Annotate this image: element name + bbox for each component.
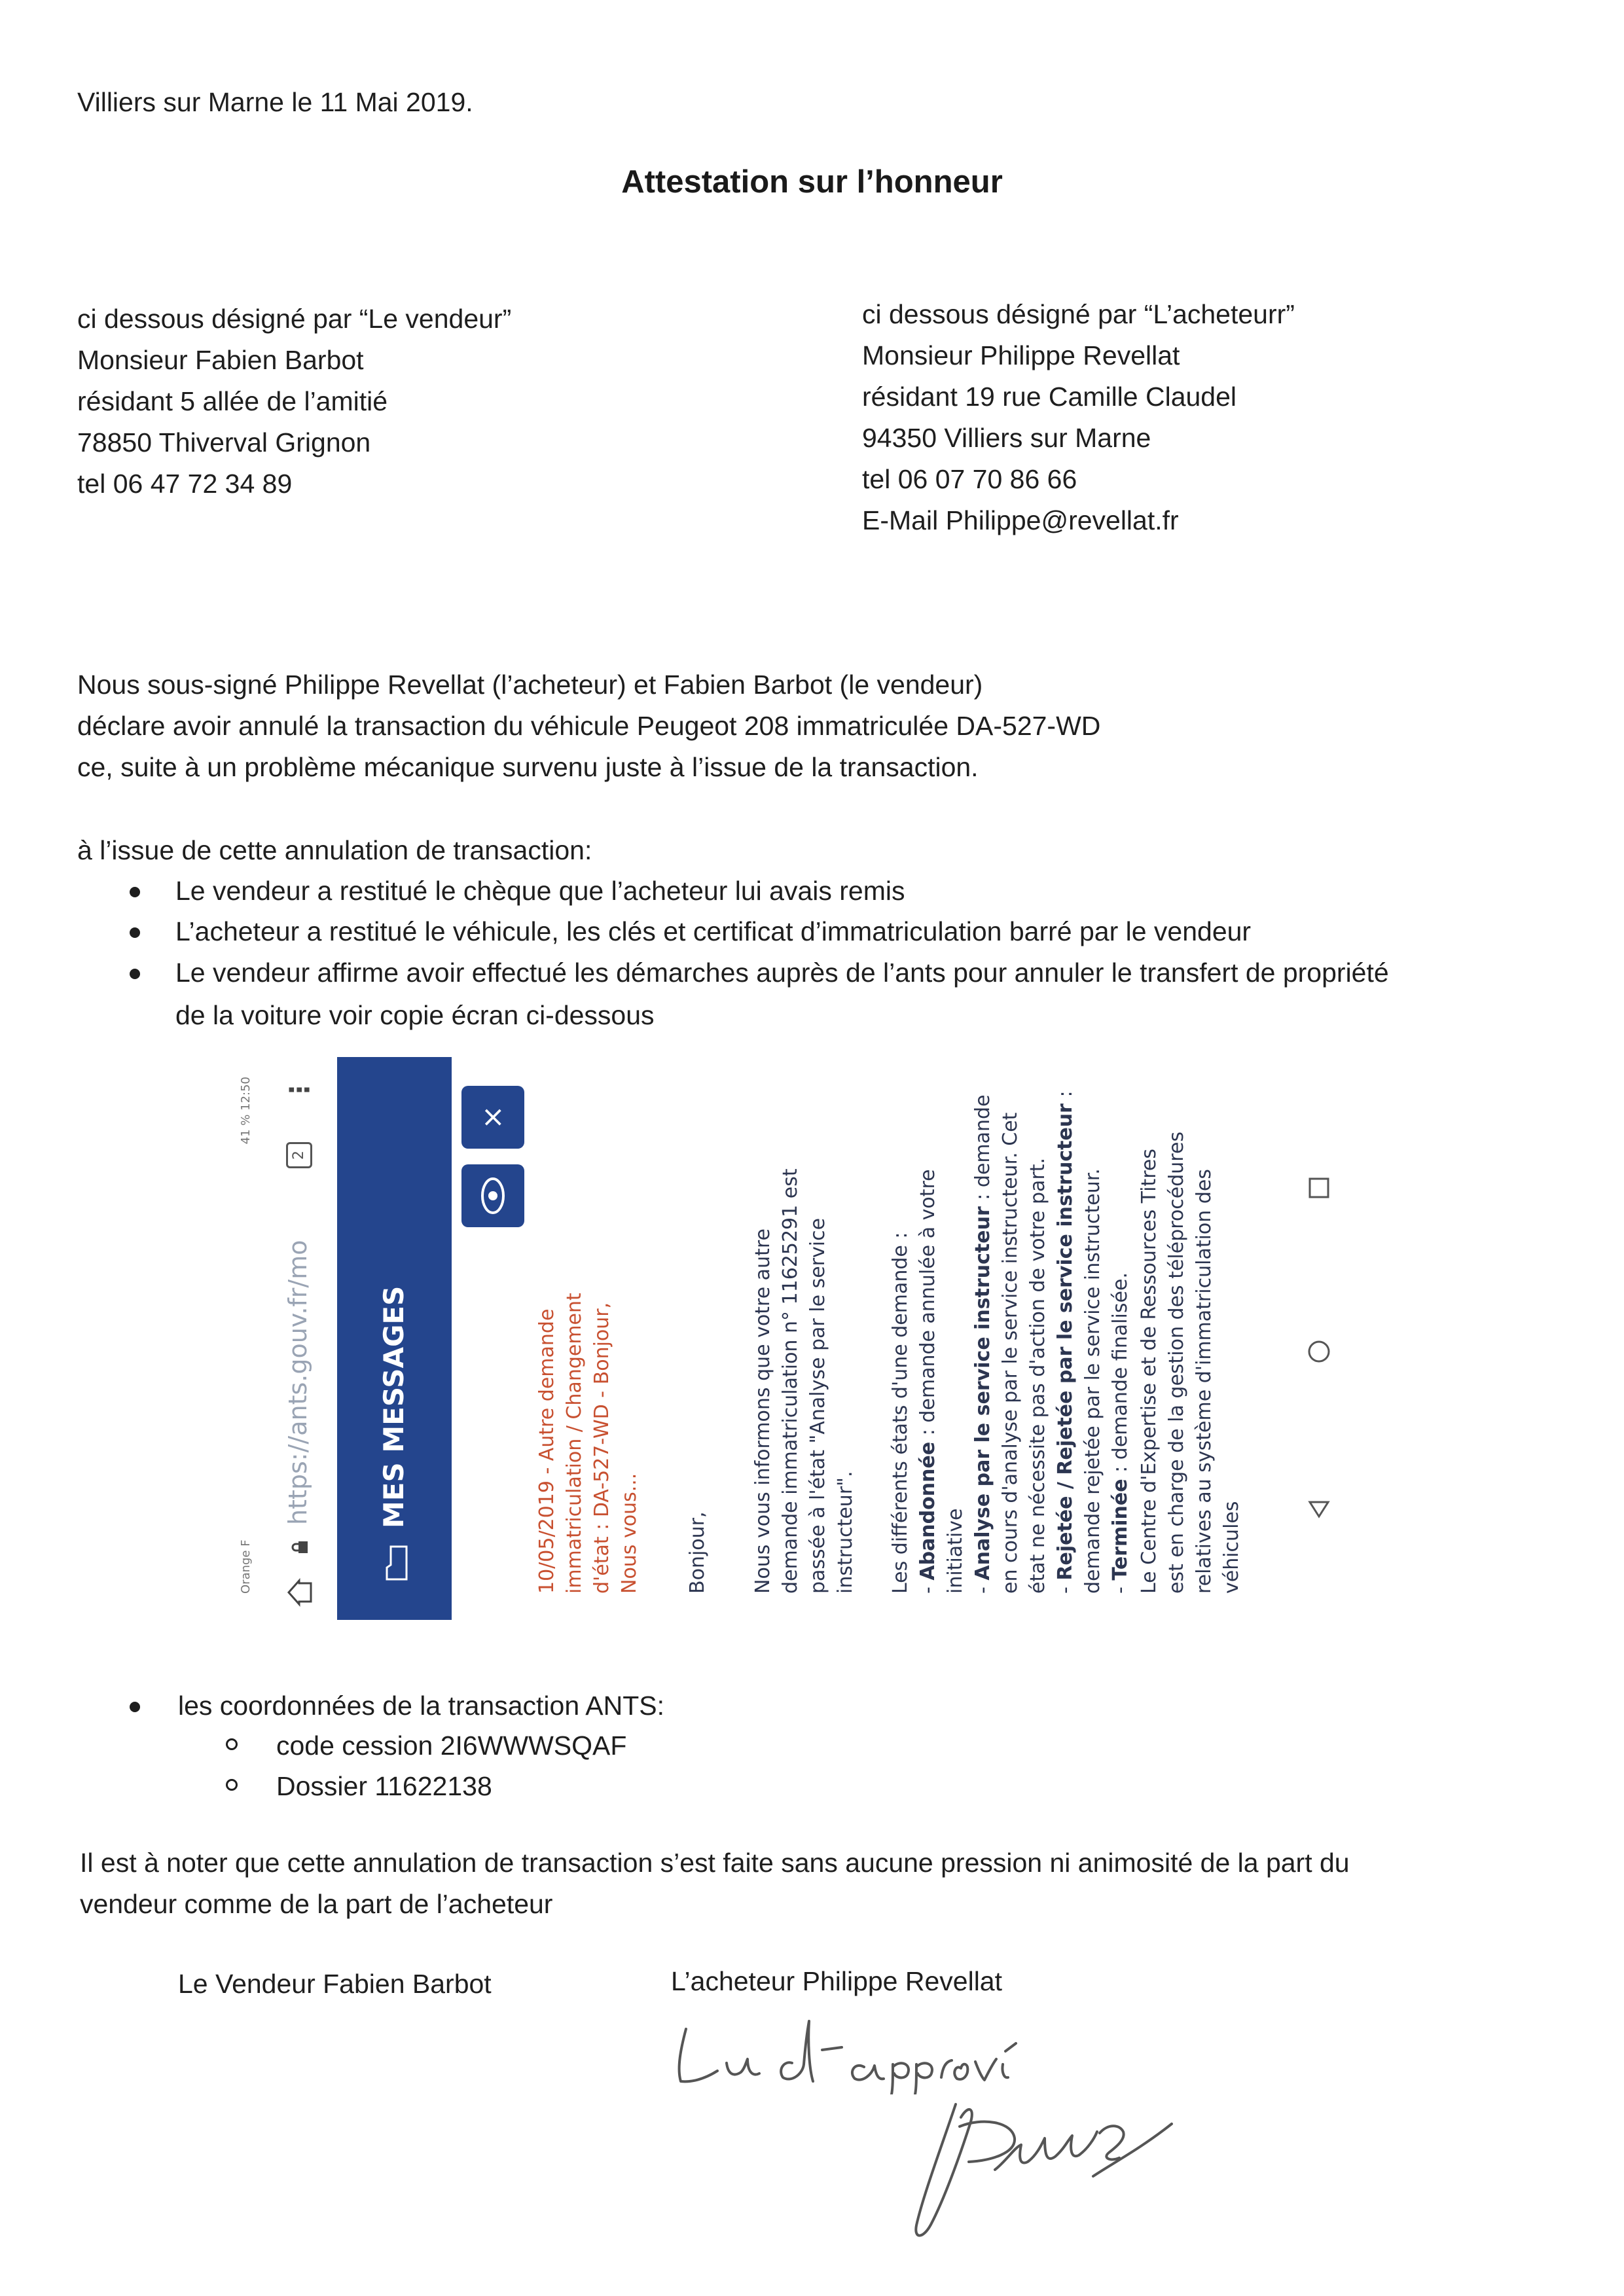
- buyer-line: résidant 19 rue Camille Claudel: [862, 382, 1237, 412]
- bullet-item-continuation: de la voiture voir copie écran ci-dessous: [175, 1000, 655, 1030]
- lock-icon: [291, 1540, 308, 1554]
- state-label: Terminée: [1109, 1479, 1132, 1581]
- back-icon[interactable]: [1306, 1496, 1332, 1522]
- android-nav-bar: [1286, 1057, 1358, 1620]
- bullet-item: les coordonnées de la transaction ANTS:: [178, 1691, 664, 1721]
- bullet-dot: [130, 1702, 140, 1712]
- footer-line: relatives au système d'immatriculation des: [1193, 1169, 1216, 1594]
- bullet-item: L’acheteur a restitué le véhicule, les clés et certificat d’immatriculation barré par le vendeur: [175, 916, 1252, 946]
- subject-line: d'état : DA-527-WD - Bonjour,: [590, 1302, 613, 1594]
- state-label: Rejetée / Rejetée par le service instructeur: [1054, 1103, 1077, 1581]
- buyer-line: ci dessous désigné par “L’acheteurr”: [862, 299, 1295, 329]
- carrier-label: Orange F: [239, 1539, 253, 1594]
- subject-line: immatriculation / Changement: [563, 1293, 586, 1594]
- seller-line: 78850 Thiverval Grignon: [77, 427, 371, 457]
- seller-line: ci dessous désigné par “Le vendeur”: [77, 304, 512, 334]
- state-text: : demande en cours d'analyse par le service instructeur. Cet état ne nécessite pas d'action de votre part.: [971, 1094, 1049, 1594]
- subject-line: 10/05/2019 - Autre demande: [535, 1308, 558, 1594]
- folder-icon: [383, 1545, 408, 1581]
- message-info: [749, 1083, 859, 1594]
- recent-apps-icon[interactable]: [1306, 1175, 1332, 1201]
- info-line: instructeur".: [834, 1471, 857, 1594]
- intro-line: déclare avoir annulé la transaction du véhicule Peugeot 208 immatriculée DA-527-WD: [77, 711, 1101, 741]
- info-line: Nous vous informons que votre autre: [751, 1229, 774, 1594]
- buyer-line: E-Mail Philippe@revellat.fr: [862, 505, 1179, 535]
- seller-line: Monsieur Fabien Barbot: [77, 345, 364, 375]
- tab-count-icon[interactable]: 2: [286, 1142, 312, 1168]
- bullet-dot: [130, 887, 140, 897]
- seller-line: tel 06 47 72 34 89: [77, 469, 293, 499]
- closing-line: Il est à noter que cette annulation de transaction s’est faite sans aucune pression ni animosité de la part du: [80, 1848, 1350, 1878]
- message-greeting: Bonjour,: [686, 1511, 709, 1594]
- message-footer: [1136, 1083, 1246, 1594]
- nav-home-icon[interactable]: [1306, 1338, 1332, 1365]
- url-text[interactable]: https://ants.gouv.fr/mo: [283, 1240, 312, 1525]
- document-title: Attestation sur l’honneur: [621, 164, 1003, 200]
- more-menu-icon[interactable]: ⋮: [285, 1077, 315, 1103]
- state-text: : demande rejetée par le service instructeur.: [1054, 1090, 1104, 1594]
- state-item: - Rejetée / Rejetée par le service instructeur : demande rejetée par le service instructeur.: [1054, 1090, 1104, 1594]
- state-text: : demande finalisée.: [1109, 1272, 1132, 1479]
- buyer-line: Monsieur Philippe Revellat: [862, 340, 1180, 370]
- info-line: demande immatriculation n° 11625291 est: [779, 1168, 802, 1594]
- bullet-dot: [130, 927, 140, 938]
- bullet-dot: [130, 969, 140, 979]
- ants-screenshot: [226, 1057, 1358, 1620]
- place-date: Villiers sur Marne le 11 Mai 2019.: [77, 87, 473, 117]
- ants-screen: [226, 1057, 1358, 1620]
- seller-block: [77, 298, 511, 505]
- home-icon[interactable]: [285, 1578, 314, 1607]
- footer-line: Le Centre d'Expertise et de Ressources Titres: [1138, 1148, 1161, 1594]
- messages-banner: [337, 1057, 452, 1620]
- buyer-block: [862, 294, 1295, 541]
- bullet-item: Le vendeur affirme avoir effectué les démarches auprès de l’ants pour annuler le transfert de propriété: [175, 958, 1389, 988]
- intro-paragraph: [77, 664, 1100, 788]
- sub-bullet-circle: [226, 1738, 238, 1750]
- state-item: - Analyse par le service instructeur : demande en cours d'analyse par le service instructeur. Cet état ne nécessite pas d'action de votre part.: [971, 1094, 1049, 1594]
- message-states: [887, 1083, 1134, 1594]
- after-cancel-heading: à l’issue de cette annulation de transaction:: [77, 835, 592, 865]
- intro-line: Nous sous-signé Philippe Revellat (l’acheteur) et Fabien Barbot (le vendeur): [77, 670, 983, 700]
- buyer-signature-label: L’acheteur Philippe Revellat: [671, 1966, 1002, 1996]
- state-item: - Abandonnée : demande annulée à votre initiative: [916, 1169, 967, 1594]
- seller-line: résidant 5 allée de l’amitié: [77, 386, 388, 416]
- browser-url-bar: [265, 1057, 337, 1620]
- state-label: Abandonnée: [916, 1441, 939, 1581]
- battery-time: 41 % 12:50: [239, 1077, 253, 1145]
- buyer-signature-scribble: [897, 2085, 1185, 2245]
- state-text: : demande annulée à votre initiative: [916, 1169, 967, 1594]
- sub-item-dossier: Dossier 11622138: [276, 1771, 492, 1801]
- intro-line: ce, suite à un problème mécanique survenu juste à l’issue de la transaction.: [77, 752, 979, 782]
- seller-signature-label: Le Vendeur Fabien Barbot: [178, 1969, 492, 1999]
- sub-bullet-circle: [226, 1779, 238, 1791]
- eye-icon: [461, 1164, 524, 1227]
- buyer-line: tel 06 07 70 86 66: [862, 464, 1077, 494]
- state-label: Analyse par le service instructeur: [971, 1206, 994, 1581]
- view-message-button[interactable]: [461, 1164, 524, 1227]
- info-line: passée à l'état "Analyse par le service: [806, 1217, 829, 1594]
- message-subject[interactable]: [533, 1083, 643, 1594]
- footer-line: est en charge de la gestion des téléprocédures: [1165, 1131, 1188, 1594]
- close-button[interactable]: ×: [461, 1086, 524, 1149]
- footer-line: véhicules: [1220, 1501, 1243, 1594]
- buyer-line: 94350 Villiers sur Marne: [862, 423, 1151, 453]
- messages-title: MES MESSAGES: [378, 1285, 410, 1528]
- closing-line: vendeur comme de la part de l’acheteur: [80, 1889, 553, 1919]
- sub-item-cession-code: code cession 2I6WWWSQAF: [276, 1731, 627, 1761]
- handwritten-approval: [668, 2009, 1060, 2094]
- bullet-item: Le vendeur a restitué le chèque que l’acheteur lui avais remis: [175, 876, 905, 906]
- state-item: - Terminée : demande finalisée.: [1109, 1272, 1132, 1594]
- states-intro: Les différents états d'une demande :: [889, 1232, 912, 1594]
- subject-line: Nous vous...: [618, 1473, 641, 1594]
- closing-paragraph: [80, 1842, 1350, 1925]
- status-bar: [226, 1057, 265, 1620]
